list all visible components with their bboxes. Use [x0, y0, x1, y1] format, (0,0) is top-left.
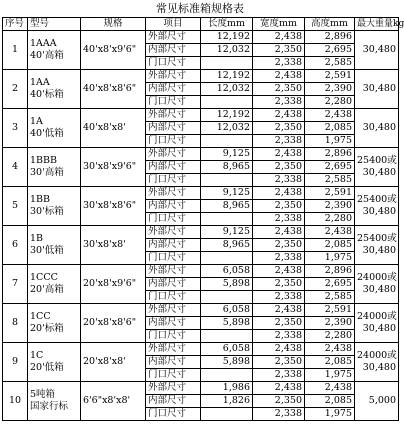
- length-cell: 1,986: [201, 382, 253, 395]
- type-cell: [28, 343, 81, 382]
- type-cell: [28, 265, 81, 304]
- length-cell: 12,032: [201, 44, 253, 57]
- weight-line: 30,480: [362, 323, 396, 334]
- length-cell: 8,965: [201, 200, 253, 213]
- height-cell: 1,975: [305, 369, 355, 382]
- type-line: 1BB: [30, 194, 51, 205]
- seq-cell: 9: [3, 343, 28, 382]
- weight-line: 25400或: [357, 155, 397, 166]
- length-cell: 12,032: [201, 83, 253, 96]
- height-cell: 2,390: [305, 200, 355, 213]
- item-cell: 内部尺寸: [146, 395, 201, 408]
- item-cell: 外部尺寸: [146, 187, 201, 200]
- height-cell: 2,591: [305, 70, 355, 83]
- length-cell: [201, 252, 253, 265]
- header-width: 宽度mm: [253, 18, 305, 31]
- length-cell: [201, 174, 253, 187]
- width-cell: 2,338: [253, 291, 305, 304]
- type-line: 1B: [30, 233, 44, 244]
- type-line: 20'标箱: [30, 323, 64, 334]
- item-cell: 门口尺寸: [146, 213, 201, 226]
- item-cell: 内部尺寸: [146, 317, 201, 330]
- spec-cell: 6'6"x8'x8': [81, 382, 146, 421]
- type-line: 30'低箱: [30, 245, 64, 256]
- height-cell: 2,585: [305, 57, 355, 70]
- length-cell: 9,125: [201, 187, 253, 200]
- length-cell: 6,058: [201, 265, 253, 278]
- width-cell: 2,350: [253, 161, 305, 174]
- length-cell: 8,965: [201, 161, 253, 174]
- weight-line: 30,480: [362, 245, 396, 256]
- item-cell: 内部尺寸: [146, 278, 201, 291]
- type-line: 国家行标: [30, 401, 69, 412]
- type-cell: [28, 226, 81, 265]
- spec-cell: 40'x8'x8'6": [81, 70, 146, 109]
- length-cell: 5,898: [201, 356, 253, 369]
- type-cell: [28, 187, 81, 226]
- length-cell: 6,058: [201, 304, 253, 317]
- weight-cell: [355, 70, 399, 109]
- weight-cell: [355, 382, 399, 421]
- item-cell: 门口尺寸: [146, 369, 201, 382]
- height-cell: 2,585: [305, 291, 355, 304]
- item-cell: 门口尺寸: [146, 330, 201, 343]
- weight-cell: [355, 109, 399, 148]
- seq-cell: 10: [3, 382, 28, 421]
- item-cell: 门口尺寸: [146, 408, 201, 421]
- seq-cell: 3: [3, 109, 28, 148]
- seq-cell: 2: [3, 70, 28, 109]
- type-line: 40'低箱: [30, 128, 64, 139]
- width-cell: 2,438: [253, 70, 305, 83]
- height-cell: 1,975: [305, 252, 355, 265]
- height-cell: 2,085: [305, 395, 355, 408]
- spec-cell: 30'x8'x8': [81, 226, 146, 265]
- spec-cell: 20'x8'x8'6": [81, 304, 146, 343]
- width-cell: 2,350: [253, 122, 305, 135]
- weight-cell: [355, 148, 399, 187]
- width-cell: 2,350: [253, 83, 305, 96]
- width-cell: 2,350: [253, 44, 305, 57]
- height-cell: 2,591: [305, 304, 355, 317]
- type-cell: [28, 148, 81, 187]
- header-type: 型号: [28, 18, 81, 31]
- type-line: 1AAA: [30, 38, 57, 49]
- spec-cell: 30'x8'x8'6": [81, 187, 146, 226]
- width-cell: 2,338: [253, 57, 305, 70]
- item-cell: 外部尺寸: [146, 70, 201, 83]
- length-cell: 9,125: [201, 148, 253, 161]
- length-cell: [201, 213, 253, 226]
- height-cell: 2,896: [305, 31, 355, 44]
- height-cell: 2,591: [305, 187, 355, 200]
- seq-cell: 5: [3, 187, 28, 226]
- weight-line: 25400或: [357, 194, 397, 205]
- width-cell: 2,438: [253, 148, 305, 161]
- table-title: 常见标准箱规格表: [156, 2, 244, 15]
- spec-cell: 20'x8'x9'6": [81, 265, 146, 304]
- height-cell: 2,695: [305, 161, 355, 174]
- table-row: [3, 343, 399, 356]
- height-cell: 2,896: [305, 265, 355, 278]
- header-height: 高度mm: [305, 18, 355, 31]
- item-cell: 门口尺寸: [146, 174, 201, 187]
- width-cell: 2,438: [253, 109, 305, 122]
- weight-line: 24000或: [357, 311, 397, 322]
- length-cell: 9,125: [201, 226, 253, 239]
- height-cell: 2,085: [305, 122, 355, 135]
- item-cell: 门口尺寸: [146, 252, 201, 265]
- length-cell: 12,192: [201, 109, 253, 122]
- height-cell: 2,085: [305, 239, 355, 252]
- item-cell: 内部尺寸: [146, 200, 201, 213]
- item-cell: 外部尺寸: [146, 304, 201, 317]
- height-cell: 2,438: [305, 382, 355, 395]
- weight-cell: [355, 187, 399, 226]
- length-cell: 5,898: [201, 317, 253, 330]
- length-cell: [201, 135, 253, 148]
- width-cell: 2,338: [253, 408, 305, 421]
- length-cell: 5,898: [201, 278, 253, 291]
- width-cell: 2,438: [253, 304, 305, 317]
- height-cell: 2,585: [305, 174, 355, 187]
- width-cell: 2,338: [253, 213, 305, 226]
- container-spec-table: [2, 17, 404, 421]
- weight-line: 30,480: [362, 206, 396, 217]
- item-cell: 外部尺寸: [146, 109, 201, 122]
- weight-cell: [355, 343, 399, 382]
- length-cell: [201, 369, 253, 382]
- type-line: 1A: [30, 116, 43, 127]
- height-cell: 2,085: [305, 356, 355, 369]
- table-row: [3, 304, 399, 317]
- length-cell: 12,192: [201, 70, 253, 83]
- length-cell: [201, 330, 253, 343]
- width-cell: 2,350: [253, 317, 305, 330]
- table-row: [3, 70, 399, 83]
- weight-line: 30,480: [362, 167, 396, 178]
- table-row: [3, 265, 399, 278]
- type-line: 1CCC: [30, 272, 58, 283]
- weight-line: 25400或: [357, 233, 397, 244]
- type-line: 30'高箱: [30, 167, 64, 178]
- seq-cell: 7: [3, 265, 28, 304]
- height-cell: 1,975: [305, 135, 355, 148]
- item-cell: 外部尺寸: [146, 226, 201, 239]
- width-cell: 2,350: [253, 200, 305, 213]
- width-cell: 2,438: [253, 343, 305, 356]
- table-row: [3, 148, 399, 161]
- weight-line: 24000或: [357, 350, 397, 361]
- type-line: 20'高箱: [30, 284, 64, 295]
- type-line: 30'标箱: [30, 206, 64, 217]
- height-cell: 2,390: [305, 317, 355, 330]
- header-seq: 序号: [3, 18, 28, 31]
- width-cell: 2,438: [253, 187, 305, 200]
- item-cell: 门口尺寸: [146, 57, 201, 70]
- weight-cell: [355, 304, 399, 343]
- height-cell: 2,695: [305, 44, 355, 57]
- type-line: 20'低箱: [30, 362, 64, 373]
- height-cell: 2,438: [305, 226, 355, 239]
- item-cell: 外部尺寸: [146, 382, 201, 395]
- height-cell: 2,438: [305, 109, 355, 122]
- height-cell: 2,280: [305, 330, 355, 343]
- length-cell: 12,192: [201, 31, 253, 44]
- width-cell: 2,438: [253, 382, 305, 395]
- item-cell: 外部尺寸: [146, 265, 201, 278]
- table-row: [3, 31, 399, 44]
- spec-cell: 40'x8'x9'6": [81, 31, 146, 70]
- item-cell: 外部尺寸: [146, 148, 201, 161]
- width-cell: 2,350: [253, 356, 305, 369]
- item-cell: 内部尺寸: [146, 356, 201, 369]
- length-cell: [201, 96, 253, 109]
- item-cell: 外部尺寸: [146, 31, 201, 44]
- type-line: 5吨箱: [30, 389, 56, 400]
- length-cell: 12,032: [201, 122, 253, 135]
- width-cell: 2,338: [253, 369, 305, 382]
- table-row: [3, 382, 399, 395]
- width-cell: 2,338: [253, 174, 305, 187]
- seq-cell: 6: [3, 226, 28, 265]
- item-cell: 外部尺寸: [146, 343, 201, 356]
- spec-cell: 30'x8'x9'6": [81, 148, 146, 187]
- length-cell: 6,058: [201, 343, 253, 356]
- type-cell: [28, 304, 81, 343]
- height-cell: 2,390: [305, 83, 355, 96]
- table-row: [3, 187, 399, 200]
- header-spec: 规格: [81, 18, 146, 31]
- length-cell: 1,826: [201, 395, 253, 408]
- type-cell: [28, 109, 81, 148]
- weight-line: 24000或: [357, 272, 397, 283]
- width-cell: 2,338: [253, 252, 305, 265]
- height-cell: 2,438: [305, 343, 355, 356]
- weight-line: 30,480: [362, 284, 396, 295]
- type-line: 1AA: [30, 77, 50, 88]
- item-cell: 内部尺寸: [146, 122, 201, 135]
- length-cell: [201, 291, 253, 304]
- width-cell: 2,350: [253, 239, 305, 252]
- item-cell: 内部尺寸: [146, 239, 201, 252]
- header-row: [3, 18, 399, 31]
- weight-line: 30,480: [362, 44, 396, 55]
- width-cell: 2,338: [253, 96, 305, 109]
- height-cell: 2,280: [305, 96, 355, 109]
- type-line: 1CC: [30, 311, 51, 322]
- type-line: 40'高箱: [30, 50, 64, 61]
- length-cell: 8,965: [201, 239, 253, 252]
- height-cell: 2,695: [305, 278, 355, 291]
- width-cell: 2,338: [253, 135, 305, 148]
- weight-cell: [355, 31, 399, 70]
- seq-cell: 4: [3, 148, 28, 187]
- table-row: [3, 226, 399, 239]
- spec-cell: 40'x8'x8': [81, 109, 146, 148]
- spec-cell: 20'x8'x8': [81, 343, 146, 382]
- item-cell: 门口尺寸: [146, 96, 201, 109]
- item-cell: 门口尺寸: [146, 291, 201, 304]
- type-cell: [28, 382, 81, 421]
- height-cell: 1,975: [305, 408, 355, 421]
- width-cell: 2,438: [253, 31, 305, 44]
- type-cell: [28, 70, 81, 109]
- width-cell: 2,438: [253, 265, 305, 278]
- width-cell: 2,338: [253, 330, 305, 343]
- height-cell: 2,280: [305, 213, 355, 226]
- item-cell: 内部尺寸: [146, 44, 201, 57]
- table-row: [3, 109, 399, 122]
- width-cell: 2,350: [253, 278, 305, 291]
- height-cell: 2,896: [305, 148, 355, 161]
- weight-line: 30,480: [362, 83, 396, 94]
- seq-cell: 1: [3, 31, 28, 70]
- length-cell: [201, 57, 253, 70]
- weight-cell: [355, 226, 399, 265]
- header-length: 长度mm: [201, 18, 253, 31]
- header-weight: 最大重量kg: [355, 18, 399, 31]
- table-body: [3, 31, 399, 421]
- item-cell: 门口尺寸: [146, 135, 201, 148]
- weight-cell: [355, 265, 399, 304]
- type-cell: [28, 31, 81, 70]
- width-cell: 2,350: [253, 395, 305, 408]
- weight-line: 5,000: [368, 395, 396, 406]
- type-line: 1BBB: [30, 155, 57, 166]
- width-cell: 2,438: [253, 226, 305, 239]
- weight-line: 30,480: [362, 122, 396, 133]
- length-cell: [201, 408, 253, 421]
- weight-line: 30,480: [362, 362, 396, 373]
- header-item: 项目: [146, 18, 201, 31]
- seq-cell: 8: [3, 304, 28, 343]
- item-cell: 内部尺寸: [146, 83, 201, 96]
- type-line: 1C: [30, 350, 44, 361]
- type-line: 40'标箱: [30, 89, 64, 100]
- item-cell: 内部尺寸: [146, 161, 201, 174]
